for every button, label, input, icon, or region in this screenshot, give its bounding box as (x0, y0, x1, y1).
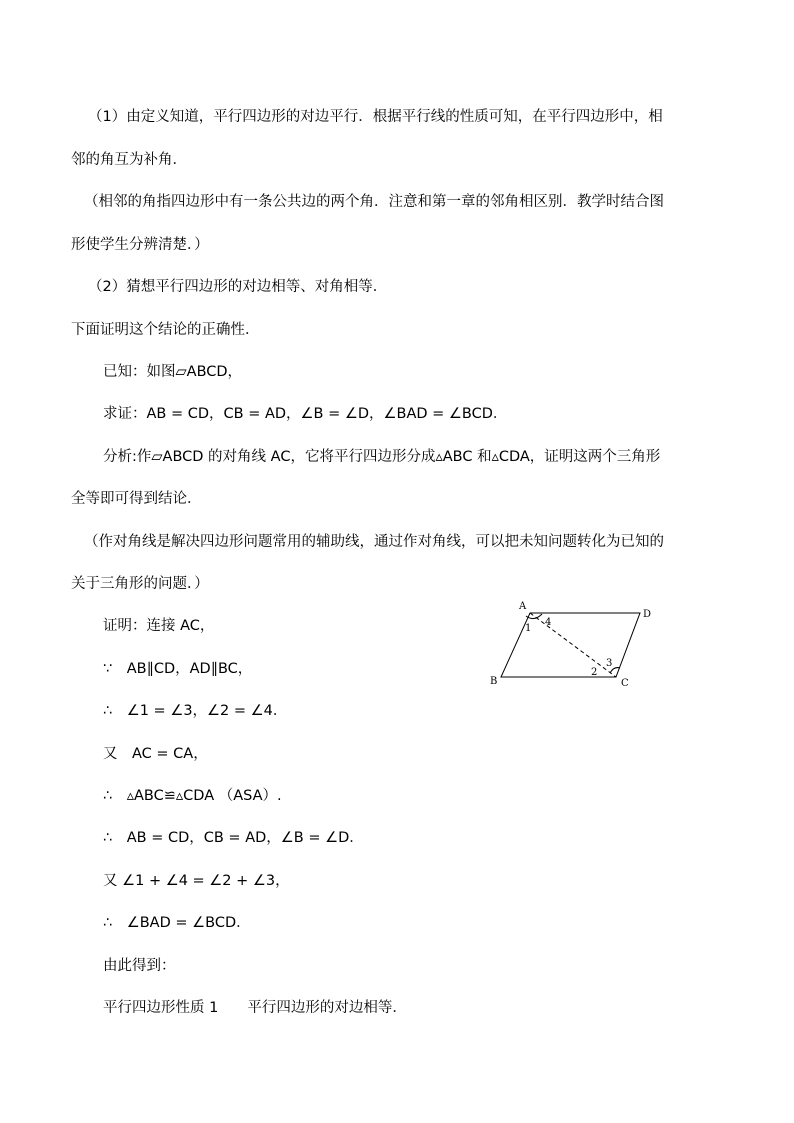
proof-step-4: 又 AC = CA， (103, 746, 208, 762)
angle-label-2: 2 (591, 667, 598, 678)
property-1: 平行四边形性质 1 平行四边形的对边相等． (103, 1000, 407, 1016)
paragraph-2: （2）猜想平行四边形的对边相等、对角相等． (88, 279, 388, 295)
vertex-label-c: C (621, 678, 629, 689)
vertex-label-b: B (490, 676, 498, 687)
proof-intro: 下面证明这个结论的正确性． (71, 322, 260, 338)
paragraph-1-line-2: 邻的角互为补角． (71, 152, 187, 168)
note-2-line-1: （作对角线是解决四边形问题常用的辅助线，通过作对角线，可以把未知问题转化为已知的 (84, 534, 664, 550)
analysis-line-1: 分析:作▱ABCD 的对角线 AC，它将平行四边形分成▵ABC 和▵CDA，证明这两个三角形 (103, 449, 661, 465)
parallelogram-figure (486, 598, 656, 690)
analysis-line-2: 全等即可得到结论． (71, 491, 202, 507)
proof-step-3: ∴ ∠1 = ∠3，∠2 = ∠4． (103, 703, 288, 719)
to-prove-statement: 求证：AB = CD，CB = AD，∠B = ∠D，∠BAD = ∠BCD． (103, 406, 508, 422)
proof-step-7: 又 ∠1 + ∠4 = ∠2 + ∠3， (103, 873, 290, 889)
angle-label-1: 1 (525, 623, 532, 634)
diagonal-ac (530, 613, 616, 677)
note-2-line-2: 关于三角形的问题．） (71, 576, 209, 592)
vertex-label-d: D (643, 609, 652, 620)
note-1-line-1: （相邻的角指四边形中有一条公共边的两个角．注意和第一章的邻角相区别．教学时结合图 (84, 194, 664, 210)
proof-step-2: ∵ AB∥CD，AD∥BC， (103, 661, 253, 677)
angle-label-3: 3 (606, 658, 613, 669)
given-statement: 已知：如图▱ABCD， (103, 364, 243, 380)
proof-step-6: ∴ AB = CD，CB = AD，∠B = ∠D． (103, 830, 364, 846)
paragraph-1-line-1: （1）由定义知道，平行四边形的对边平行．根据平行线的性质可知，在平行四边形中，相 (88, 109, 663, 125)
proof-step-5: ∴ ▵ABC≌▵CDA （ASA）. (103, 788, 282, 804)
proof-step-1: 证明：连接 AC， (103, 618, 215, 634)
conclusion-intro: 由此得到： (103, 958, 176, 974)
note-1-line-2: 形使学生分辨清楚．） (71, 237, 209, 253)
proof-step-8: ∴ ∠BAD = ∠BCD． (103, 915, 251, 931)
angle-label-4: 4 (545, 617, 552, 628)
vertex-label-a: A (519, 601, 527, 612)
parallelogram-diagram (486, 598, 656, 690)
